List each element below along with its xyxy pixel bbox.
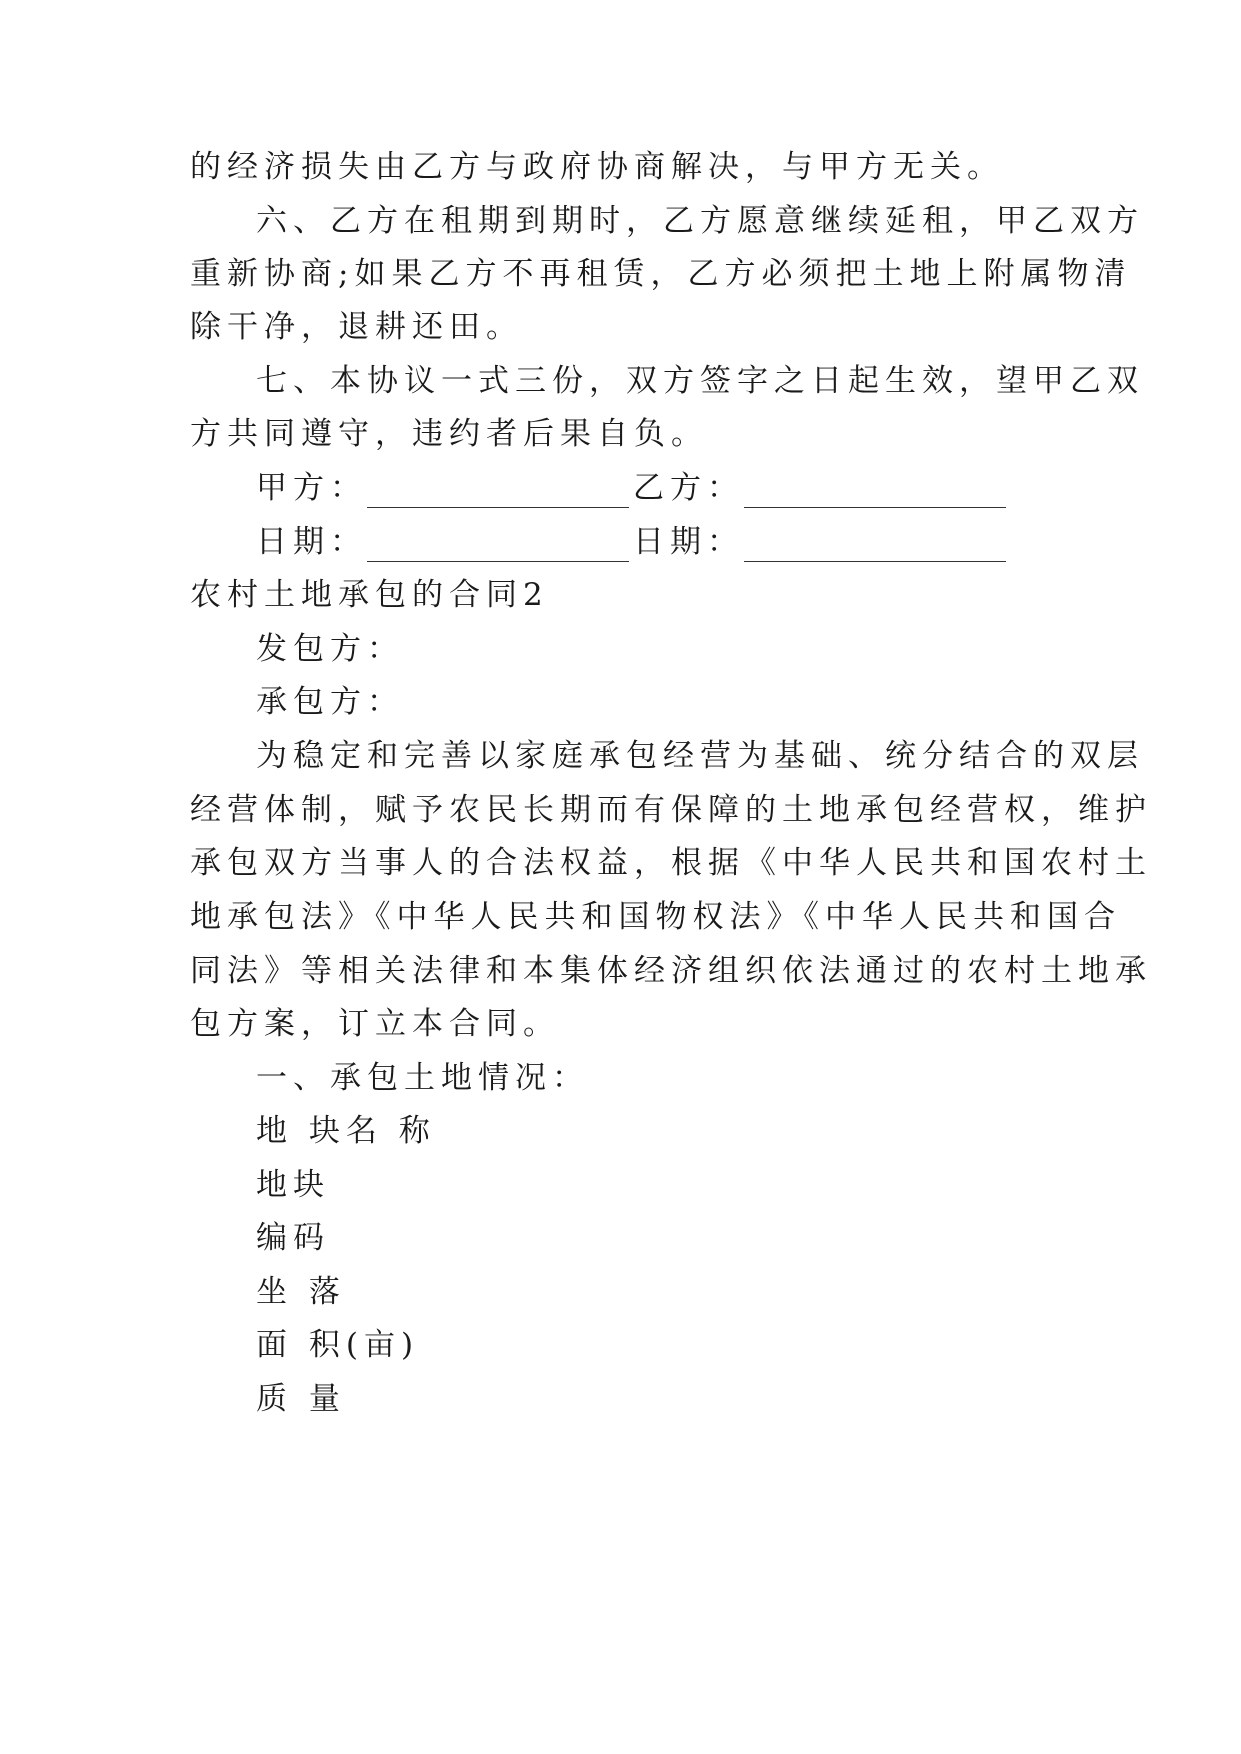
date-a-blank bbox=[367, 531, 629, 562]
signature-row-parties bbox=[256, 468, 1010, 508]
party-b-blank bbox=[744, 477, 1006, 508]
contract-title: 农村土地承包的合同2 bbox=[190, 577, 549, 613]
field-label: 质 量 bbox=[256, 1381, 346, 1417]
field-label: 坐 落 bbox=[256, 1274, 346, 1310]
date-a-label: 日期： bbox=[256, 524, 367, 560]
preamble-line: 为稳定和完善以家庭承包经营为基础、统分结合的双层 bbox=[256, 738, 1144, 774]
paragraph-line: 七、本协议一式三份，双方签字之日起生效，望甲乙双 bbox=[256, 363, 1144, 399]
section-heading: 一、承包土地情况： bbox=[256, 1060, 589, 1096]
preamble-line: 地承包法》《中华人民共和国物权法》《中华人民共和国合 bbox=[190, 899, 1121, 935]
party-a-blank bbox=[367, 477, 629, 508]
paragraph-line: 的经济损失由乙方与政府协商解决，与甲方无关。 bbox=[190, 149, 1004, 185]
preamble-line: 包方案，订立本合同。 bbox=[190, 1006, 560, 1042]
preamble-line: 同法》等相关法律和本集体经济组织依法通过的农村土地承 bbox=[190, 953, 1152, 989]
preamble-line: 承包双方当事人的合法权益，根据《中华人民共和国农村土 bbox=[190, 845, 1152, 881]
paragraph-line: 六、乙方在租期到期时，乙方愿意继续延租，甲乙双方 bbox=[256, 203, 1144, 239]
date-b-label: 日期： bbox=[633, 524, 744, 560]
date-b-blank bbox=[744, 531, 1006, 562]
party-b-label: 乙方： bbox=[633, 470, 744, 506]
paragraph-line: 除干净，退耕还田。 bbox=[190, 309, 523, 345]
issuer-label: 发包方： bbox=[256, 631, 404, 667]
field-label: 地块 bbox=[256, 1167, 330, 1203]
field-label: 面 积(亩) bbox=[256, 1327, 420, 1363]
preamble-line: 经营体制，赋予农民长期而有保障的土地承包经营权，维护 bbox=[190, 792, 1152, 828]
contractor-label: 承包方： bbox=[256, 684, 404, 720]
field-label: 编码 bbox=[256, 1220, 330, 1256]
signature-row-dates bbox=[256, 522, 1010, 562]
paragraph-line: 方共同遵守，违约者后果自负。 bbox=[190, 416, 708, 452]
party-a-label: 甲方： bbox=[256, 470, 367, 506]
paragraph-line: 重新协商;如果乙方不再租赁，乙方必须把土地上附属物清 bbox=[190, 256, 1132, 292]
field-label: 地 块名 称 bbox=[256, 1113, 436, 1149]
